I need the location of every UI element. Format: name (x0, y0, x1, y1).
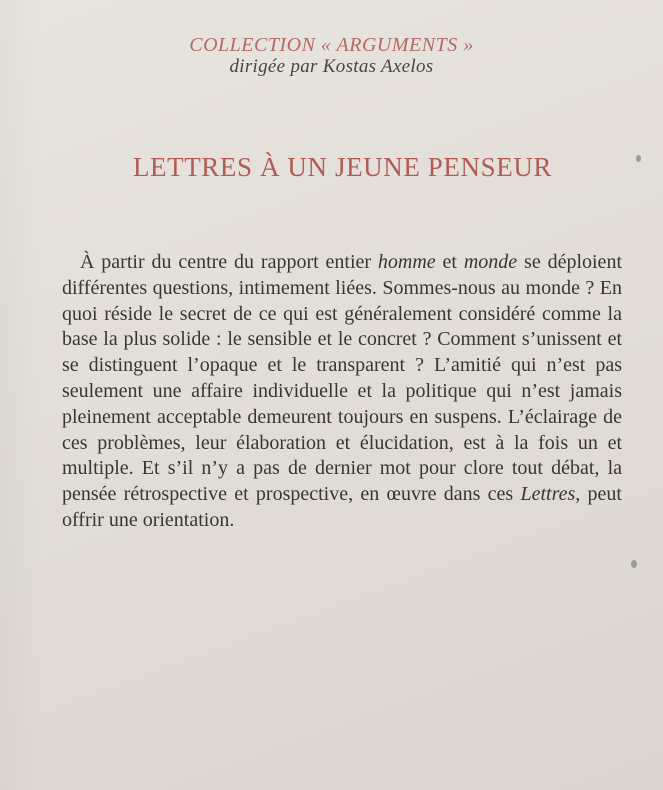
paper-speck (631, 560, 637, 568)
blurb-segment: À partir du centre du rapport entier (80, 251, 378, 273)
paper-shadow (0, 0, 40, 790)
blurb-paragraph (62, 250, 622, 534)
blurb-segment: se déploient différentes questions, intimement liées. Sommes-nous au monde ? En quoi réside le secret de ce qui est généralement considéré comme la base la plus solide : le sensible et le concret ? Comment s’unissent et se distinguent l’opaque et le transparent ? L’amitié qui n’est pas seulement une affaire individuelle et la politique qui n’est jamais pleinement acceptable demeurent toujours en suspens. L’éclairage de ces problèmes, leur élaboration et élucidation, est à la fois un et multiple. Et s’il n’y a pas de dernier mot pour clore tout débat, la pensée rétrospective et prospective, en œuvre dans ces (62, 251, 622, 506)
collection-editor: dirigée par Kostas Axelos (229, 56, 434, 77)
blurb-italic-monde: monde (463, 251, 518, 273)
blurb-segment: et (435, 251, 464, 273)
collection-name: COLLECTION « ARGUMENTS » (189, 34, 474, 56)
book-title: LETTRES À UN JEUNE PENSEUR (132, 152, 553, 182)
blurb-italic-lettres: Lettres (520, 483, 576, 506)
blurb-segment: , peut offrir une orientation. (62, 483, 622, 531)
paper-speck (636, 155, 641, 162)
blurb-italic-homme: homme (377, 251, 436, 273)
